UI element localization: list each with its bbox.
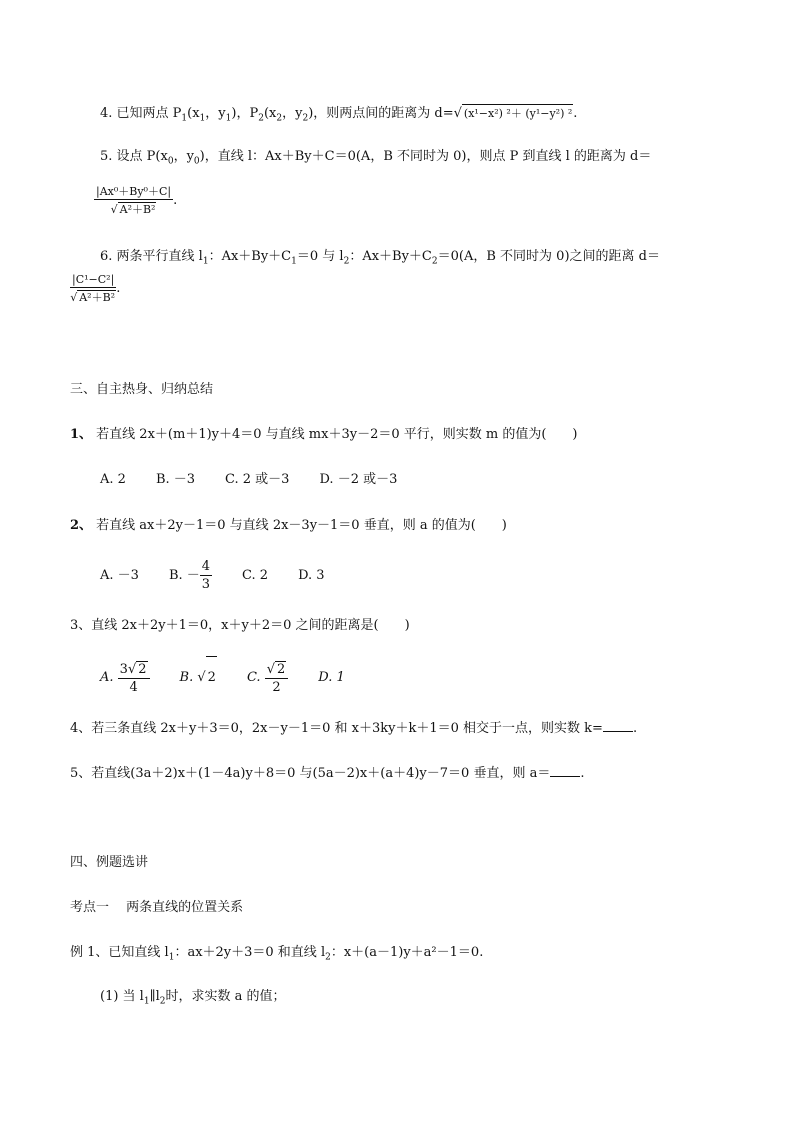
option-d: D. －2 或－3 [319,472,398,487]
question-3: 3、直线 2x＋2y＋1＝0，x＋y＋2＝0 之间的距离是( ) [70,618,410,633]
text: (x [187,106,200,121]
option-label: B. [179,670,194,685]
text: )，直线 l：Ax＋By＋C＝0(A，B 不同时为 0)，则点 P 到直线 l 的距离为 d＝ [199,149,652,164]
example-1-part-1 [100,989,286,1005]
text: ，y [173,149,194,164]
option-b [169,558,212,594]
fraction-numerator: 4 [201,559,211,574]
text: (x [263,106,277,121]
radical-sign: √ [453,106,462,121]
text: )，则两点间的距离为 d= [308,106,454,121]
subscript: 2 [302,113,309,124]
text: 5. 设点 P(x [100,149,168,164]
text: . [580,766,585,781]
formula-item-5-fraction [94,186,177,215]
sqrt-radicand: A²＋B² [79,291,116,304]
subscript: 2 [276,113,283,124]
subscript: 1 [168,952,175,963]
subscript: 1 [181,113,188,124]
sqrt-radicand: (x¹−x²) ²＋ (y¹−y²) ² [462,104,573,122]
option-a [100,658,150,698]
question-2 [70,518,507,534]
fraction-numerator: |C¹−C²| [72,273,115,286]
option-d: D. 1 [318,670,345,685]
text: ＝0(A，B 不同时为 0)之间的距离 d＝ [437,249,660,264]
fraction [200,560,212,591]
option-b: B. －3 [155,472,196,487]
subscript: 2 [325,952,331,963]
subscript: 0 [193,156,200,167]
subscript: 1 [225,113,232,124]
radical-sign: √ [110,203,118,216]
text: 时，求实数 a 的值； [165,989,286,1004]
radical-sign: √ [266,662,275,677]
formula-item-4 [100,104,577,122]
option-c [247,658,288,698]
fraction-numerator: |Ax⁰＋By⁰＋C| [96,185,172,198]
option-label: C. [246,670,261,685]
subscript: 1 [199,113,206,124]
fraction-denominator: 4 [129,680,138,695]
text: 4. 已知两点 P [100,106,182,121]
question-5 [70,764,584,782]
fraction [94,186,173,215]
subscript: 2 [343,256,350,267]
subscript: 2 [159,996,166,1007]
text: 6. 两条平行直线 l [100,249,203,264]
fraction [265,661,289,694]
question-text: 若直线 ax＋2y－1＝0 与直线 2x－3y－1＝0 垂直，则 a 的值为( ) [92,518,507,533]
fraction-denominator [70,288,116,303]
example-1 [70,945,483,961]
option-c: C. 2 [242,568,269,583]
text: . [573,106,578,121]
text: . [173,193,178,208]
text: 3 [119,662,128,677]
subscript: 2 [258,113,264,124]
option-d: D. 3 [298,568,325,583]
fraction [70,274,116,303]
subscript: 1 [202,256,209,267]
fraction-denominator [94,200,173,215]
exam-point-1: 考点一 两条直线的位置关系 [70,900,244,915]
fraction-numerator [265,661,289,679]
radical-sign: √ [70,291,78,304]
answer-blank[interactable] [603,719,633,732]
text: ：Ax＋By＋C [349,249,432,264]
question-4 [70,719,637,737]
text: 例 1、已知直线 l [70,945,169,960]
text: (1) 当 l [100,989,144,1004]
fraction [118,661,150,694]
question-number: 1、 [70,427,93,442]
option-label: A. [100,670,114,685]
subscript: 2 [431,256,438,267]
text: ：x＋(a－1)y＋a²－1＝0. [330,945,484,960]
text: B. － [168,568,200,583]
section-title-3: 三、自主热身、归纳总结 [70,382,214,397]
subscript: 0 [167,156,174,167]
text: ：Ax＋By＋C [208,249,292,264]
question-1-options [100,472,427,488]
subscript: 1 [143,996,150,1007]
question-text: 4、若三条直线 2x＋y＋3＝0，2x－y－1＝0 和 x＋3ky＋k＋1＝0 相交于一点，则实数 k= [70,721,603,736]
sqrt-radicand: 2 [206,656,217,698]
question-3-options [100,656,375,698]
fraction-denominator: 2 [272,680,281,695]
text: ，y [205,106,226,121]
text: ：ax＋2y＋3＝0 和直线 l [174,945,326,960]
sqrt-radicand: A²＋B² [119,203,156,216]
formula-item-6-line1 [100,249,660,265]
section-title-4: 四、例题选讲 [70,855,149,870]
fraction-numerator [118,661,150,679]
option-a: A. －3 [100,568,139,583]
option-a: A. 2 [100,472,126,487]
option-b [180,656,217,698]
question-2-options [100,558,355,594]
formula-item-5-line1 [100,149,651,165]
subscript: 1 [291,256,297,267]
question-text: 若直线 2x＋(m＋1)y＋4＝0 与直线 mx＋3y－2＝0 平行，则实数 m 的值为( ) [92,427,578,442]
formula-item-6-fraction [70,274,120,303]
question-1 [70,427,578,443]
option-c: C. 2 或－3 [225,472,290,487]
text: )，P [231,106,259,121]
question-text: 5、若直线(3a＋2)x＋(1－4a)y＋8＝0 与(5a－2)x＋(a＋4)y－7＝0 垂直，则 a＝ [70,766,551,781]
text: . [116,281,121,296]
text: ，y [282,106,303,121]
fraction-denominator: 3 [201,577,211,592]
text: . [632,721,638,736]
text: ＝0 与 l [296,249,344,264]
text: ∥l [149,989,160,1004]
sqrt-radicand: 2 [138,662,147,677]
answer-blank[interactable] [550,764,580,777]
sqrt-radicand: 2 [277,662,286,677]
question-number: 2、 [70,518,93,533]
radical-sign: √ [197,670,206,685]
radical-sign: √ [127,662,137,677]
